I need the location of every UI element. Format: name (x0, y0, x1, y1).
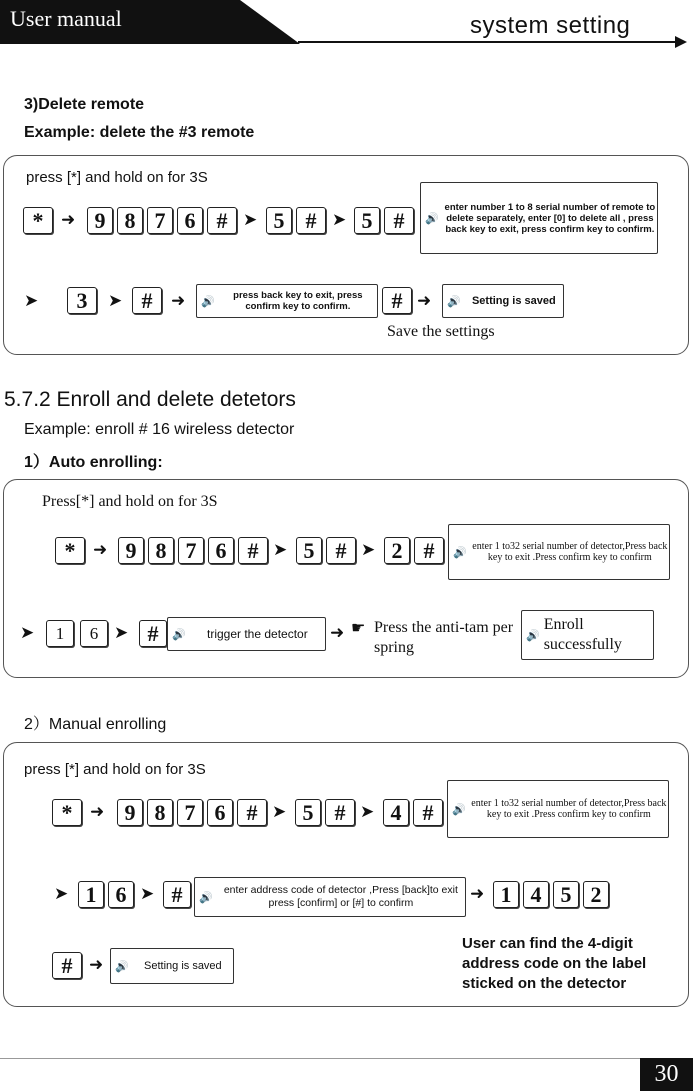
key-star: * (55, 537, 85, 564)
remote-subtitle: 3)Delete remote (24, 96, 145, 113)
speaker-icon: 🔊 (526, 629, 540, 642)
key-star: * (52, 799, 82, 826)
manual-enroll-title: 2）Manual enrolling (24, 716, 167, 733)
voice-text: enter 1 to32 serial number of detector,Press back key to exit .Press confirm key to confirm (472, 541, 668, 563)
arrow-right-icon: ➜ (330, 623, 345, 642)
section-title: 5.7.2 Enroll and delete detetors (4, 388, 296, 411)
key-2: 2 (583, 881, 609, 908)
arrow-right-icon: ➤ (332, 210, 347, 229)
speaker-icon: 🔊 (199, 891, 213, 904)
enroll-result-box (521, 610, 654, 660)
speaker-icon: 🔊 (453, 546, 467, 559)
key-9: 9 (87, 207, 113, 234)
key-hash: # (132, 287, 162, 314)
arrow-right-icon: ➤ (273, 540, 288, 559)
arrow-right-icon: ➤ (54, 884, 69, 903)
manual-voice-prompt-1 (447, 780, 669, 838)
key-6: 6 (80, 620, 108, 647)
arrow-right-icon: ➜ (470, 884, 485, 903)
key-hash: # (413, 799, 443, 826)
pointing-hand-icon: ☛ (351, 620, 366, 637)
arrow-right-icon: ➜ (61, 210, 76, 229)
arrow-right-icon: ➤ (114, 623, 129, 642)
header-arrow-icon (675, 36, 687, 48)
save-note: Save the settings (387, 323, 495, 340)
voice-text: enter 1 to32 serial number of detector,Press back key to exit .Press confirm key to confirm (471, 798, 667, 820)
remote-press-instruction: press [*] and hold on for 3S (26, 169, 208, 186)
arrow-right-icon: ➤ (140, 884, 155, 903)
key-6: 6 (177, 207, 203, 234)
key-hash: # (139, 620, 167, 647)
key-hash: # (296, 207, 326, 234)
auto-voice-prompt-2 (167, 617, 326, 651)
speaker-icon: 🔊 (452, 803, 466, 816)
key-hash: # (382, 287, 412, 314)
arrow-right-icon: ➜ (90, 802, 105, 821)
footer-rule (0, 1058, 640, 1059)
key-hash: # (238, 537, 268, 564)
key-9: 9 (118, 537, 144, 564)
arrow-right-icon: ➤ (24, 291, 39, 310)
speaker-icon: 🔊 (172, 628, 186, 641)
key-1: 1 (493, 881, 519, 908)
manual-voice-prompt-2 (194, 877, 466, 917)
key-hash: # (384, 207, 414, 234)
key-6: 6 (207, 799, 233, 826)
manual-voice-prompt-3 (110, 948, 234, 984)
key-5: 5 (553, 881, 579, 908)
manual-press-instruction: press [*] and hold on for 3S (24, 761, 206, 778)
voice-text: press back key to exit, press confirm key to confirm. (233, 290, 363, 312)
key-hash: # (325, 799, 355, 826)
arrow-right-icon: ➤ (360, 802, 375, 821)
auto-press-instruction: Press[*] and hold on for 3S (42, 493, 218, 510)
voice-text: Setting is saved (471, 294, 556, 307)
header-title: User manual (10, 6, 122, 31)
key-5: 5 (266, 207, 292, 234)
speaker-icon: 🔊 (447, 295, 461, 308)
key-1: 1 (46, 620, 74, 647)
arrow-right-icon: ➜ (93, 540, 108, 559)
speaker-icon: 🔊 (115, 960, 129, 973)
remote-voice-prompt-3 (442, 284, 564, 318)
arrow-right-icon: ➜ (89, 955, 104, 974)
key-5: 5 (354, 207, 380, 234)
key-hash: # (52, 952, 82, 979)
remote-example: Example: delete the #3 remote (24, 124, 255, 141)
voice-text: trigger the detector (206, 626, 308, 641)
voice-text: Setting is saved (144, 959, 222, 972)
section-example: Example: enroll # 16 wireless detector (24, 421, 295, 438)
speaker-icon: 🔊 (201, 295, 215, 308)
arrow-right-icon: ➤ (272, 802, 287, 821)
key-7: 7 (177, 799, 203, 826)
speaker-icon: 🔊 (425, 212, 439, 225)
key-8: 8 (117, 207, 143, 234)
key-star: * (23, 207, 53, 234)
remote-voice-prompt-1 (420, 182, 658, 254)
key-1: 1 (78, 881, 104, 908)
voice-text: enter number 1 to 8 serial number of remote to delete separately, enter [0] to delete all , press back key to exit, press confirm key to confirm. (444, 201, 656, 235)
key-hash: # (326, 537, 356, 564)
key-hash: # (414, 537, 444, 564)
key-4: 4 (383, 799, 409, 826)
auto-enroll-title: 1）Auto enrolling: (24, 454, 163, 471)
page-number: 30 (640, 1058, 693, 1091)
voice-text: enter address code of detector ,Press [back]to exit press [confirm] or [#] to confirm (223, 884, 458, 909)
key-5: 5 (295, 799, 321, 826)
arrow-right-icon: ➜ (417, 291, 432, 310)
arrow-right-icon: ➤ (361, 540, 376, 559)
voice-text: Enroll successfully (543, 616, 622, 653)
header-rule (298, 41, 680, 43)
arrow-right-icon: ➜ (171, 291, 186, 310)
key-7: 7 (147, 207, 173, 234)
key-2: 2 (384, 537, 410, 564)
key-5: 5 (296, 537, 322, 564)
key-9: 9 (117, 799, 143, 826)
key-8: 8 (148, 537, 174, 564)
remote-voice-prompt-2 (196, 284, 378, 318)
arrow-right-icon: ➤ (243, 210, 258, 229)
key-7: 7 (178, 537, 204, 564)
key-8: 8 (147, 799, 173, 826)
header-section: system setting (470, 12, 631, 39)
anti-tamper-note: Press the anti-tam per spring (374, 619, 514, 656)
key-4: 4 (523, 881, 549, 908)
address-code-note: User can find the 4-digit address code on the label sticked on the detector (462, 935, 647, 992)
arrow-right-icon: ➤ (20, 623, 35, 642)
key-hash: # (163, 881, 191, 908)
key-6: 6 (208, 537, 234, 564)
key-6: 6 (108, 881, 134, 908)
key-hash: # (207, 207, 237, 234)
arrow-right-icon: ➤ (108, 291, 123, 310)
key-3: 3 (67, 287, 97, 314)
key-hash: # (237, 799, 267, 826)
auto-voice-prompt-1 (448, 524, 670, 580)
